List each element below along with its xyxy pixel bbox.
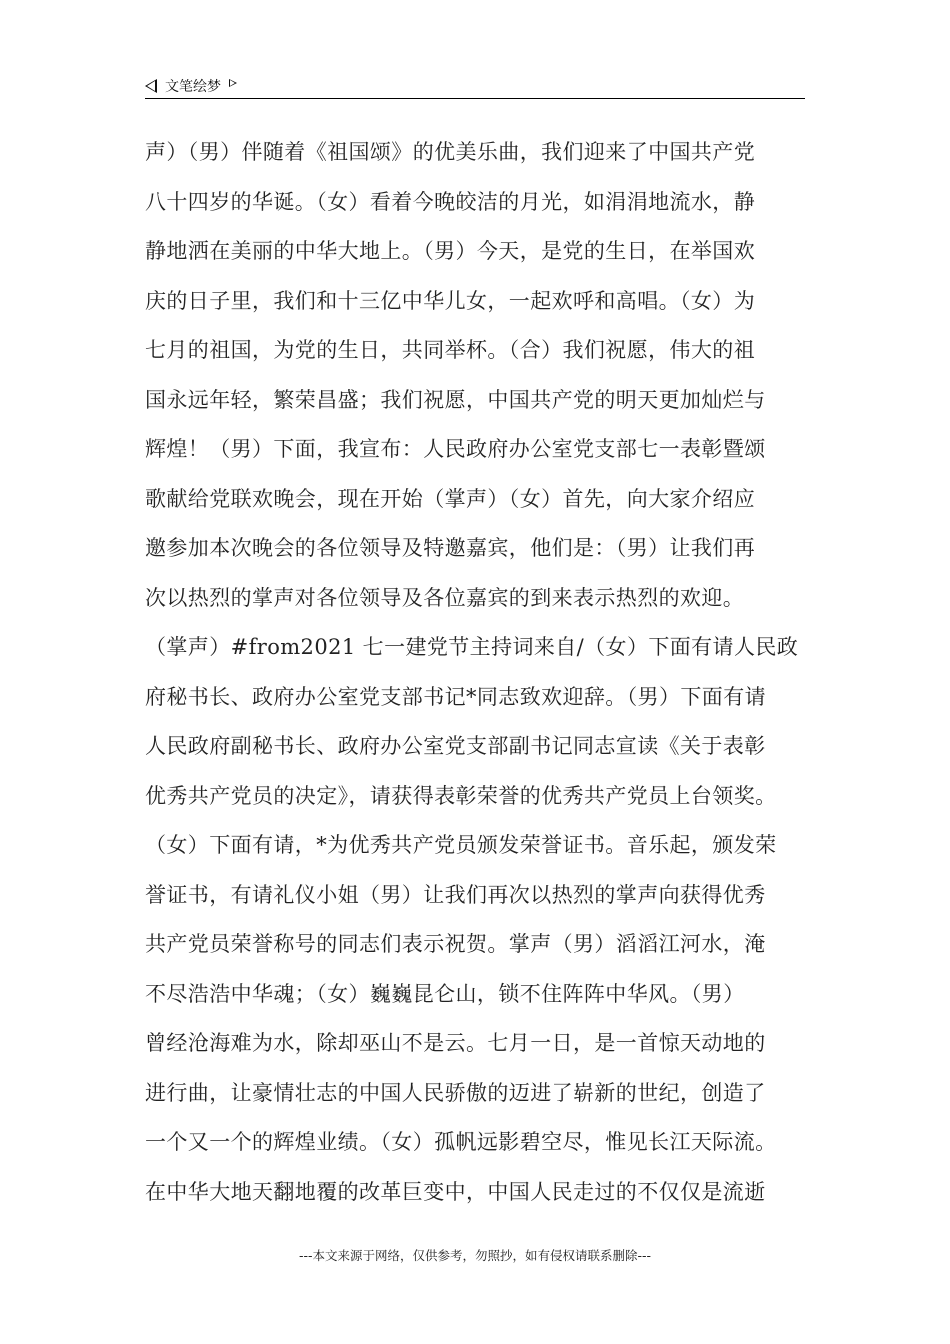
- text-line: 一个又一个的辉煌业绩。（女）孤帆远影碧空尽，惟见长江天际流。: [145, 1130, 777, 1154]
- triangle-left-icon: [145, 79, 157, 93]
- text-line: （女）下面有请，*为优秀共产党员颁发荣誉证书。音乐起，颁发荣: [145, 833, 777, 857]
- text-line: 共产党员荣誉称号的同志们表示祝贺。掌声（男）滔滔江河水，淹: [145, 932, 766, 956]
- text-line: 进行曲，让豪情壮志的中国人民骄傲的迈进了崭新的世纪，创造了: [145, 1080, 766, 1105]
- text-line: 次以热烈的掌声对各位领导及各位嘉宾的到来表示热烈的欢迎。: [145, 585, 745, 610]
- text-line: 歌献给党联欢晚会，现在开始（掌声）（女）首先，向大家介绍应: [145, 486, 756, 511]
- footer-disclaimer: ---本文来源于网络，仅供参考，勿照抄，如有侵权请联系删除---: [298, 1248, 652, 1263]
- text-line: 七月的祖国，为党的生日，共同举杯。（合）我们祝愿，伟大的祖: [145, 338, 756, 362]
- text-line: 在中华大地天翻地覆的改革巨变中，中国人民走过的不仅仅是流逝: [145, 1179, 766, 1204]
- text-line: 静地洒在美丽的中华大地上。（男）今天，是党的生日，在举国欢: [145, 239, 756, 263]
- text-line: 优秀共产党员的决定》，请获得表彰荣誉的优秀共产党员上台领奖。: [145, 783, 777, 808]
- page-header: [145, 74, 805, 99]
- text-line: 邀参加本次晚会的各位领导及特邀嘉宾，他们是：（男）让我们再: [145, 536, 756, 560]
- header-title: 文笔绘梦: [165, 79, 221, 95]
- text-line: （掌声）#from2021 七一建党节主持词来自/（女）下面有请人民政: [145, 635, 799, 659]
- text-line: 不尽浩浩中华魂；（女）巍巍昆仑山，锁不住阵阵中华风。（男）: [145, 981, 745, 1006]
- triangle-right-icon: [229, 79, 237, 87]
- text-line: 辉煌！（男）下面，我宣布：人民政府办公室党支部七一表彰暨颂: [145, 437, 766, 461]
- text-line: 八十四岁的华诞。（女）看着今晚皎洁的月光，如涓涓地流水，静: [145, 189, 756, 214]
- document-body: [145, 128, 825, 1217]
- text-line: 庆的日子里，我们和十三亿中华儿女，一起欢呼和高唱。（女）为: [145, 288, 756, 313]
- text-line: 府秘书长、政府办公室党支部书记*同志致欢迎辞。（男）下面有请: [145, 684, 766, 709]
- text-line: 曾经沧海难为水，除却巫山不是云。七月一日，是一首惊天动地的: [145, 1031, 766, 1055]
- text-line: 誉证书，有请礼仪小姐（男）让我们再次以热烈的掌声向获得优秀: [145, 882, 766, 907]
- text-line: 人民政府副秘书长、政府办公室党支部副书记同志宣读《关于表彰: [145, 734, 766, 758]
- text-line: 声）（男）伴随着《祖国颂》的优美乐曲，我们迎来了中国共产党: [145, 140, 756, 164]
- text-line: 国永远年轻，繁荣昌盛；我们祝愿，中国共产党的明天更加灿烂与: [145, 387, 766, 412]
